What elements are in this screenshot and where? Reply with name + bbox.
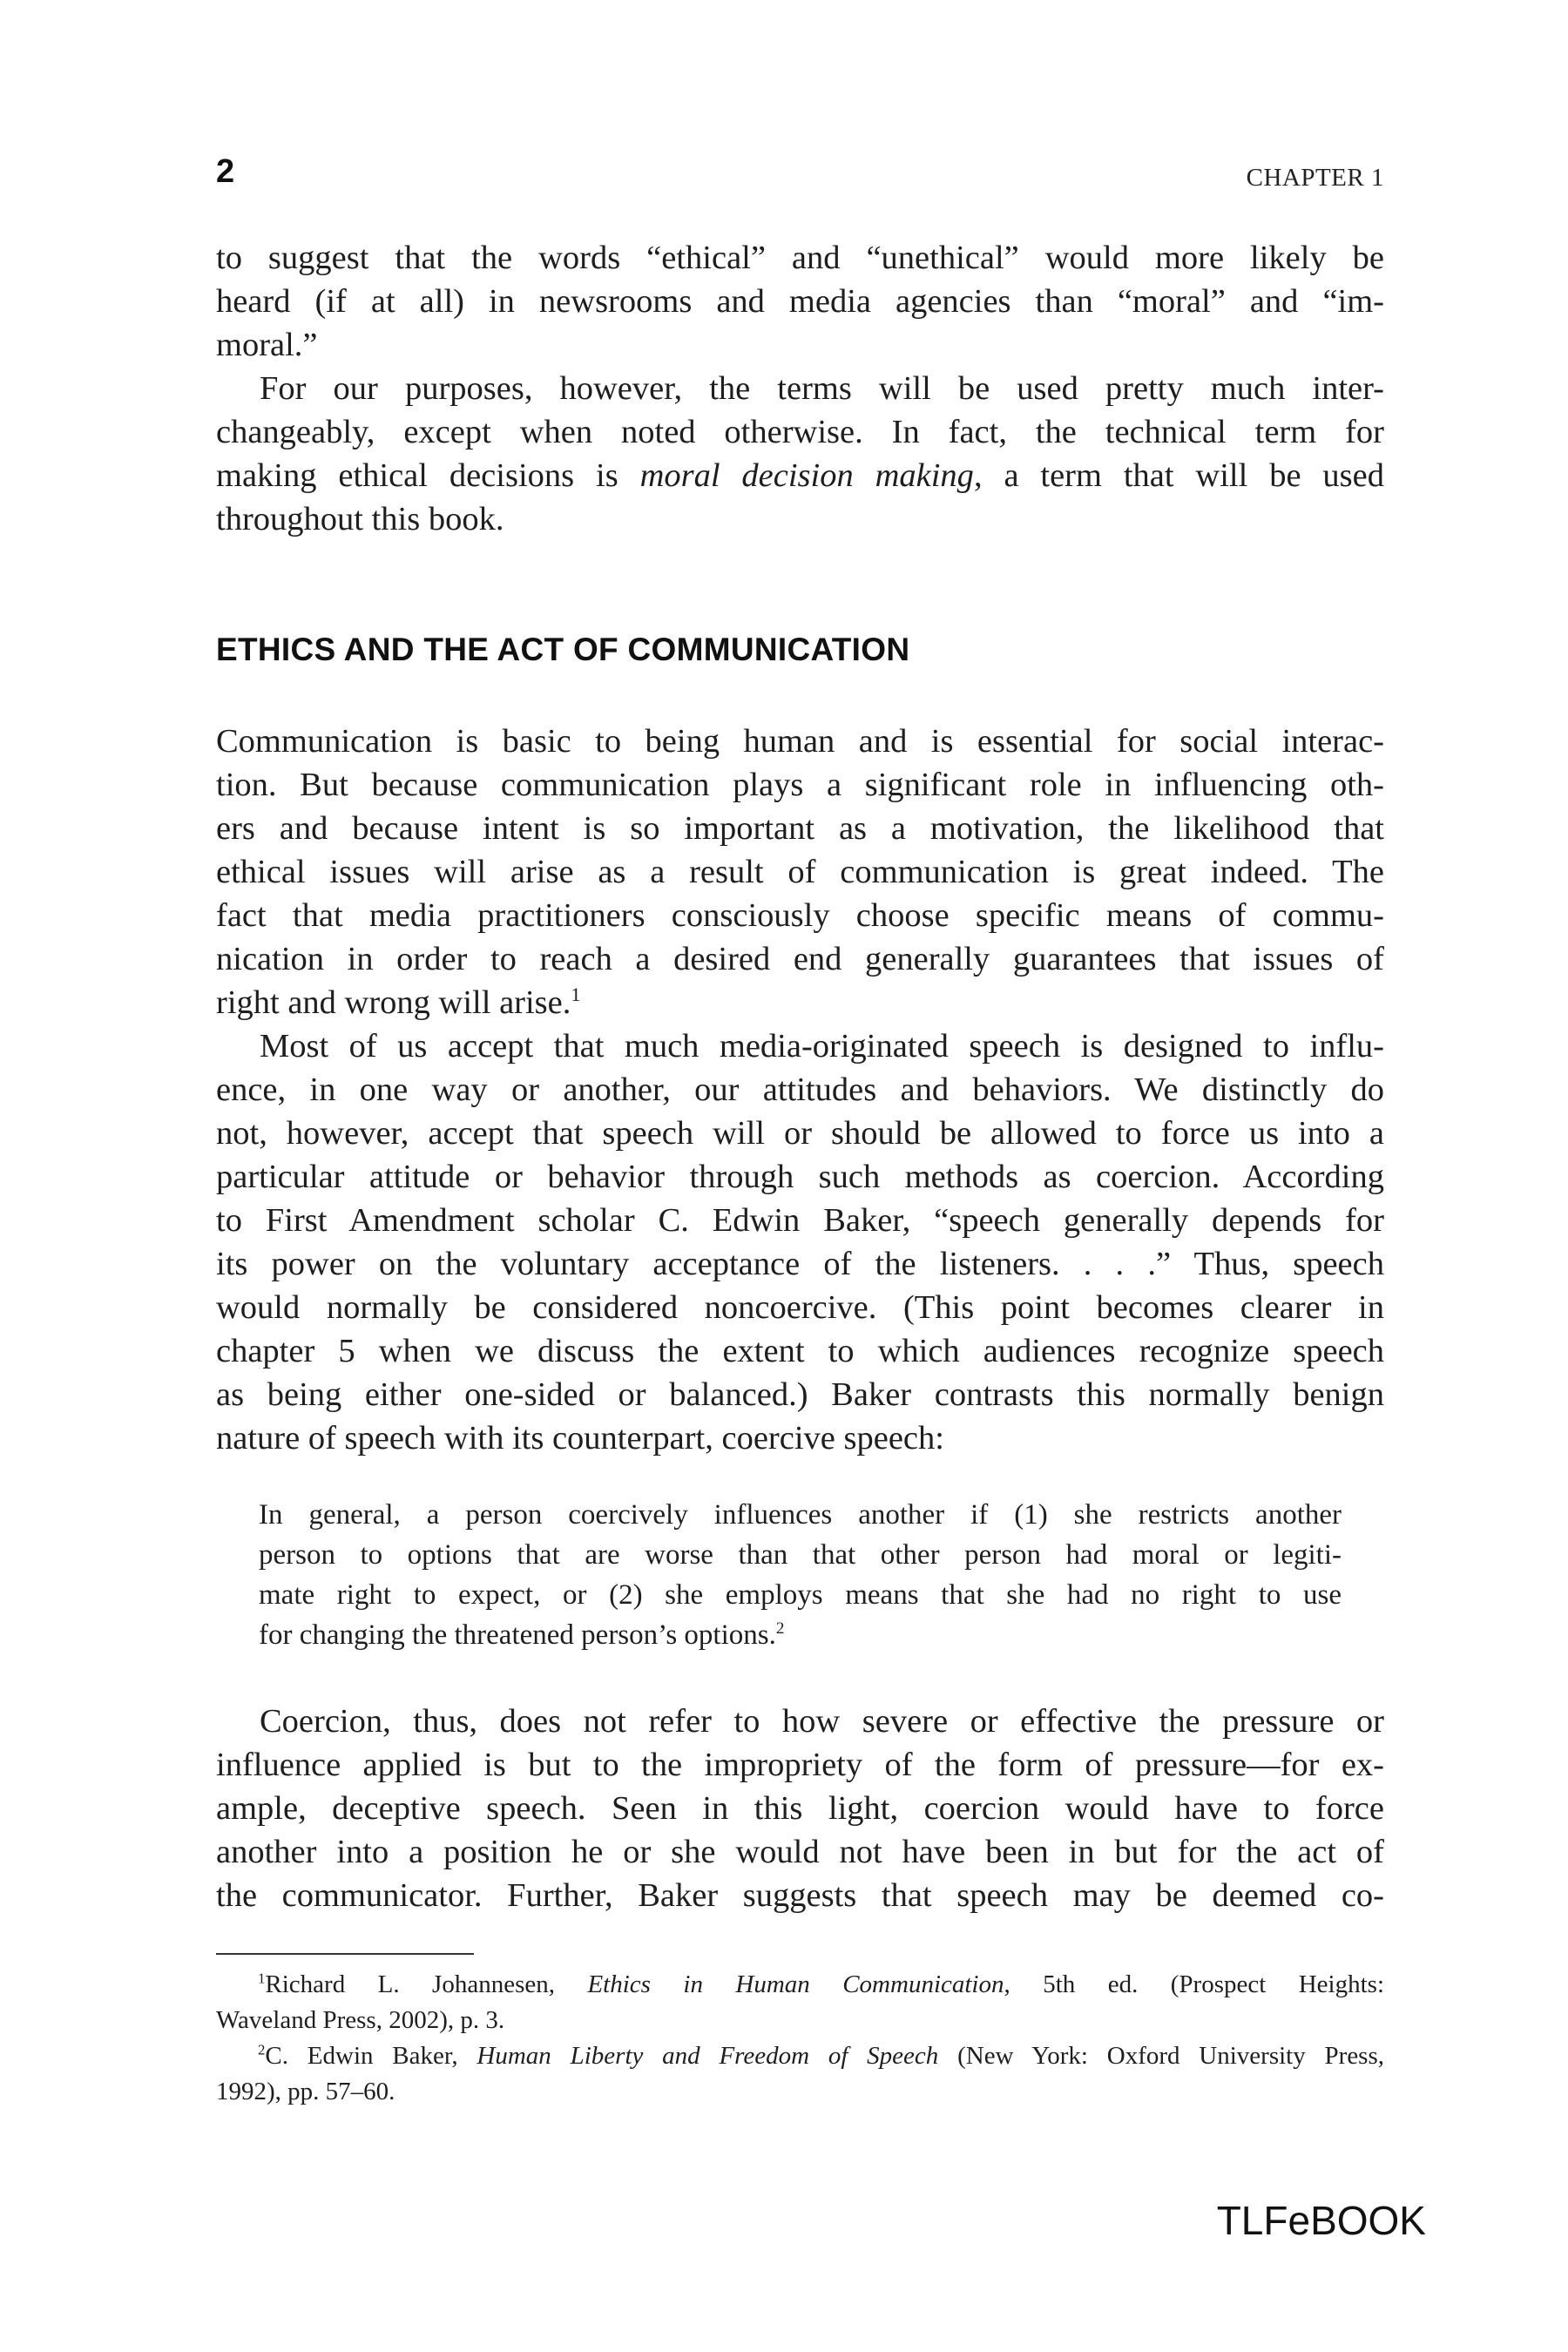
footnote-ref-2[interactable]: 2 [775,1619,785,1638]
text-line: throughout this book. [216,501,504,537]
text-line: to First Amendment scholar C. Edwin Baker, “speech generally depends for [216,1202,1384,1239]
intro-paragraph-2 [216,367,1384,541]
footnote-1 [216,1967,1384,2003]
watermark: TLFeBOOK [1216,2198,1426,2243]
footnote-marker: 2 [258,2041,266,2058]
text-line: not, however, accept that speech will or should be allowed to force us into a [216,1115,1384,1152]
text-line: chapter 5 when we discuss the extent to which audiences recognize speech [216,1333,1384,1369]
footnote-marker: 1 [258,1970,266,1987]
text-line: For our purposes, however, the terms will be used pretty much inter- [260,370,1384,407]
text-run: right and wrong will arise. [216,984,571,1021]
footnote-2 [216,2038,1384,2074]
text-line: its power on the voluntary acceptance of the listeners. . . .” Thus, speech [216,1246,1384,1282]
section-paragraph-3 [216,1700,1384,1917]
cited-title: Human Liberty and Freedom of Speech [476,2042,939,2070]
intro-paragraph-1 [216,236,1384,367]
text-line: heard (if at all) in newsrooms and media agencies than “moral” and “im- [216,283,1384,320]
text-line: another into a position he or she would not have been in but for the act of [216,1834,1384,1870]
text-line: ence, in one way or another, our attitudes and behaviors. We distinctly do [216,1071,1384,1108]
text-line: Communication is basic to being human and is essential for social interac- [216,723,1384,760]
text-line: would normally be considered noncoercive. (This point becomes clearer in [216,1289,1384,1326]
text-line [216,454,1384,497]
text-line: Coercion, thus, does not refer to how severe or effective the pressure or [260,1703,1384,1740]
emphasis-term: moral decision making [639,457,974,494]
text-line: tion. But because communication plays a significant role in influencing oth- [216,767,1384,803]
quote-line [259,1615,1342,1655]
text-run: C. Edwin Baker, [265,2042,477,2070]
text-line: to suggest that the words “ethical” and “unethical” would more likely be [216,240,1384,276]
section-heading: ETHICS AND THE ACT OF COMMUNICATION [216,632,910,667]
footnote-ref-1[interactable]: 1 [571,983,581,1006]
block-quote [259,1495,1342,1655]
footnote-1-continuation: Waveland Press, 2002), p. 3. [216,2006,505,2034]
page-number: 2 [216,153,235,190]
footnotes [216,1967,1384,2110]
text-line: influence applied is but to the impropriety of the form of pressure—for ex- [216,1747,1384,1783]
quote-line: mate right to expect, or (2) she employs means that she had no right to use [259,1579,1342,1611]
text-line: ers and because intent is so important as a motivation, the likelihood that [216,810,1384,847]
text-line: moral.” [216,327,318,363]
text-line: particular attitude or behavior through such methods as coercion. According [216,1159,1384,1195]
text-line: nication in order to reach a desired end generally guarantees that issues of [216,941,1384,977]
footnote-2-continuation: 1992), pp. 57–60. [216,2078,395,2105]
text-run: making ethical decisions is [216,457,640,494]
text-run: (New York: Oxford University Press, [938,2042,1385,2070]
section-paragraph-2 [216,1024,1384,1460]
text-line: changeably, except when noted otherwise. In fact, the technical term for [216,414,1384,450]
text-run: Richard L. Johannesen, [265,1970,588,1998]
quote-line: person to options that are worse than that other person had moral or legiti- [259,1539,1342,1571]
quote-line: In general, a person coercively influences another if (1) she restricts another [259,1499,1342,1531]
text-run: , 5th ed. (Prospect Heights: [1004,1970,1385,1998]
section-paragraph-1 [216,720,1384,1024]
text-line: as being either one-sided or balanced.) Baker contrasts this normally benign [216,1376,1384,1413]
text-line: nature of speech with its counterpart, coercive speech: [216,1420,944,1456]
text-run: , a term that will be used [973,457,1384,494]
text-line: ample, deceptive speech. Seen in this light, coercion would have to force [216,1790,1384,1827]
text-line: the communicator. Further, Baker suggests that speech may be deemed co- [216,1877,1384,1914]
text-line: ethical issues will arise as a result of communication is great indeed. The [216,854,1384,890]
text-run: for changing the threatened person’s options. [259,1619,776,1651]
footnote-rule [216,1953,474,1955]
text-line [216,981,1384,1024]
text-line: fact that media practitioners consciously choose specific means of commu- [216,897,1384,934]
cited-title: Ethics in Human Communication [587,1970,1004,1998]
text-line: Most of us accept that much media-originated speech is designed to influ- [260,1028,1384,1064]
running-head: CHAPTER 1 [1246,164,1384,192]
